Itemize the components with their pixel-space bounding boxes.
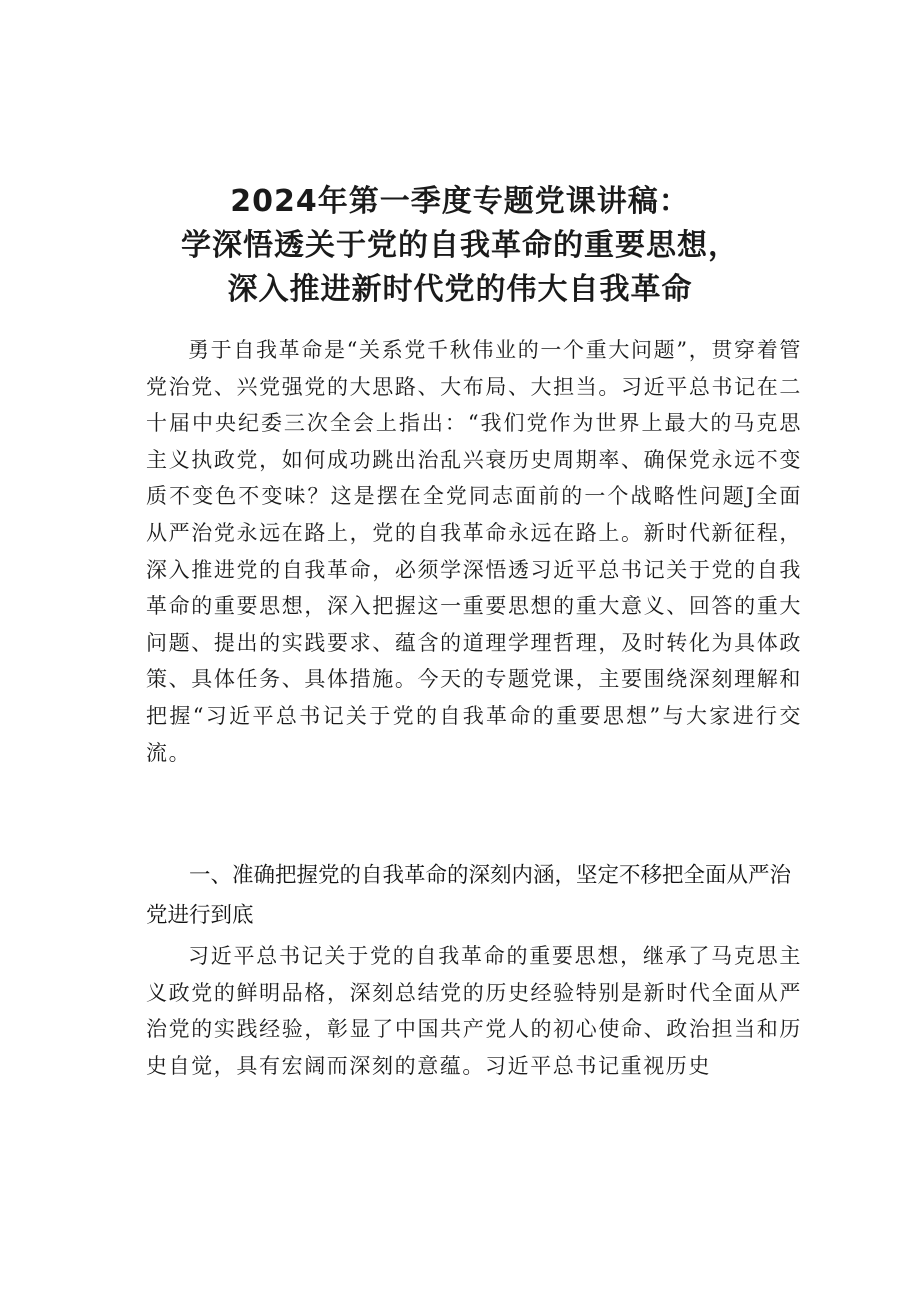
- document-title: [110, 180, 810, 312]
- section-heading-1: 一、准确把握党的自我革命的深刻内涵，坚定不移把全面从严治党进行到底: [146, 863, 792, 928]
- title-line-2: 学深悟透关于党的自我革命的重要思想，: [181, 228, 739, 264]
- intro-paragraph: 勇于自我革命是“关系党千秋伟业的一个重大问题”，贯穿着管党治党、兴党强党的大思路、大布局、大担当。习近平总书记在二十届中央纪委三次全会上指出：“我们党作为世界上最大的马克思主义执政党，如何成功跳出治乱兴衰历史周期率、确保党永远不变质不变色不变味？这是摆在全党同志面前的一个战略性问题J全面从严治党永远在路上，党的自我革命永远在路上。新时代新征程，深入推进党的自我革命，必须学深悟透习近平总书记关于党的自我革命的重要思想，深入把握这一重要思想的重大意义、回答的重大问题、提出的实践要求、蕴含的道理学理哲理，及时转化为具体政策、具体任务、具体措施。今天的专题党课，主要围绕深刻理解和把握“习近平总书记关于党的自我革命的重要思想”与大家进行交流。: [146, 338, 802, 765]
- title-line-1: 2024年第一季度专题党课讲稿：: [230, 184, 690, 220]
- section-1-paragraph: 习近平总书记关于党的自我革命的重要思想，继承了马克思主义政党的鲜明品格，深刻总结党的历史经验特别是新时代全面从严治党的实践经验，彰显了中国共产党人的初心使命、政治担当和历史自觉，具有宏阔而深刻的意蕴。习近平总书记重视历史: [146, 944, 802, 1078]
- title-line-3: 深入推进新时代党的伟大自我革命: [227, 272, 693, 308]
